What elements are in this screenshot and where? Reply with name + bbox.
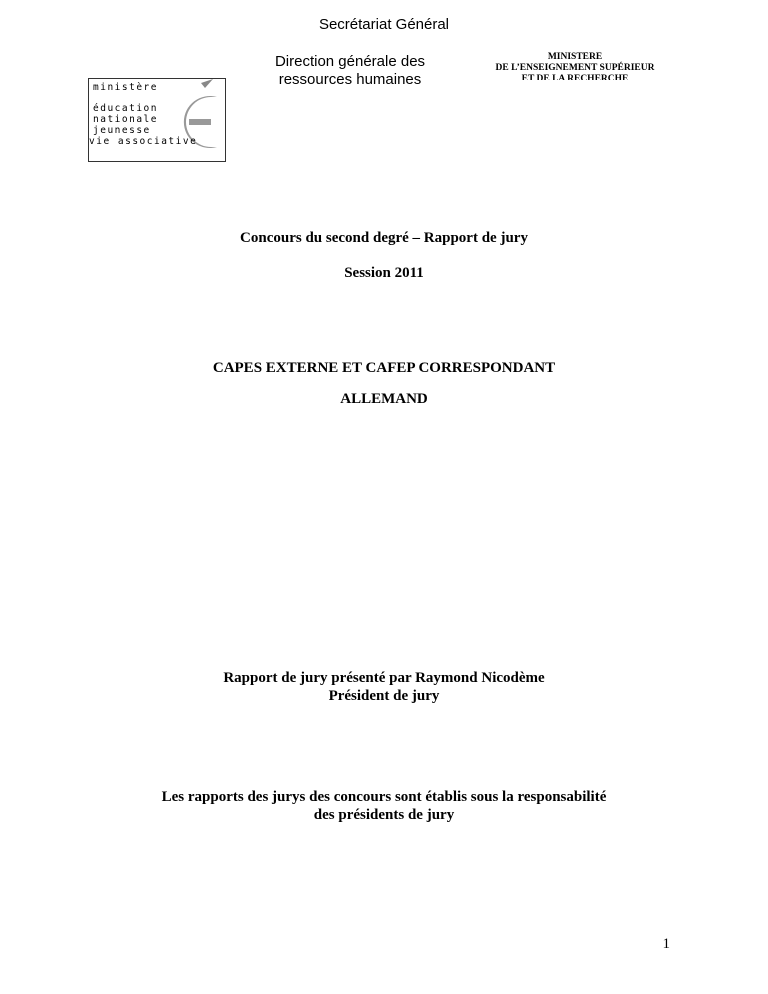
logo-text-line: éducation — [93, 103, 158, 114]
ministry-line: ET DE LA RECHERCHE — [521, 74, 629, 80]
logo-text-line: ministère — [93, 82, 158, 93]
logo-text-line: vie associative — [89, 136, 198, 147]
subject-title: ALLEMAND — [340, 391, 428, 407]
document-title: Concours du second degré – Rapport de jury — [240, 230, 528, 246]
ministry-line: MINISTÈRE — [547, 52, 603, 62]
page-number: 1 — [662, 936, 670, 952]
responsibility-note-line1: Les rapports des jurys des concours sont établis sous la responsabilité — [161, 789, 607, 805]
ministry-line: DE L’ENSEIGNEMENT SUPÉRIEUR — [495, 63, 655, 73]
logo-text-line: nationale — [93, 114, 158, 125]
presented-by: Rapport de jury présenté par Raymond Nicodème — [223, 670, 545, 686]
header-secretariat: Secrétariat Général — [318, 16, 450, 33]
responsibility-note-line2: des présidents de jury — [313, 807, 455, 823]
president-role: Président de jury — [328, 688, 440, 704]
header-direction-line2: ressources humaines — [278, 71, 422, 88]
session-label: Session 2011 — [344, 265, 424, 281]
logo-text-line: jeunesse — [93, 125, 151, 136]
ministry-header — [480, 52, 670, 80]
header-direction-line1: Direction générale des — [274, 53, 426, 70]
exam-title: CAPES EXTERNE ET CAFEP CORRESPONDANT — [212, 360, 556, 376]
ministere-education-logo-icon — [88, 78, 226, 162]
